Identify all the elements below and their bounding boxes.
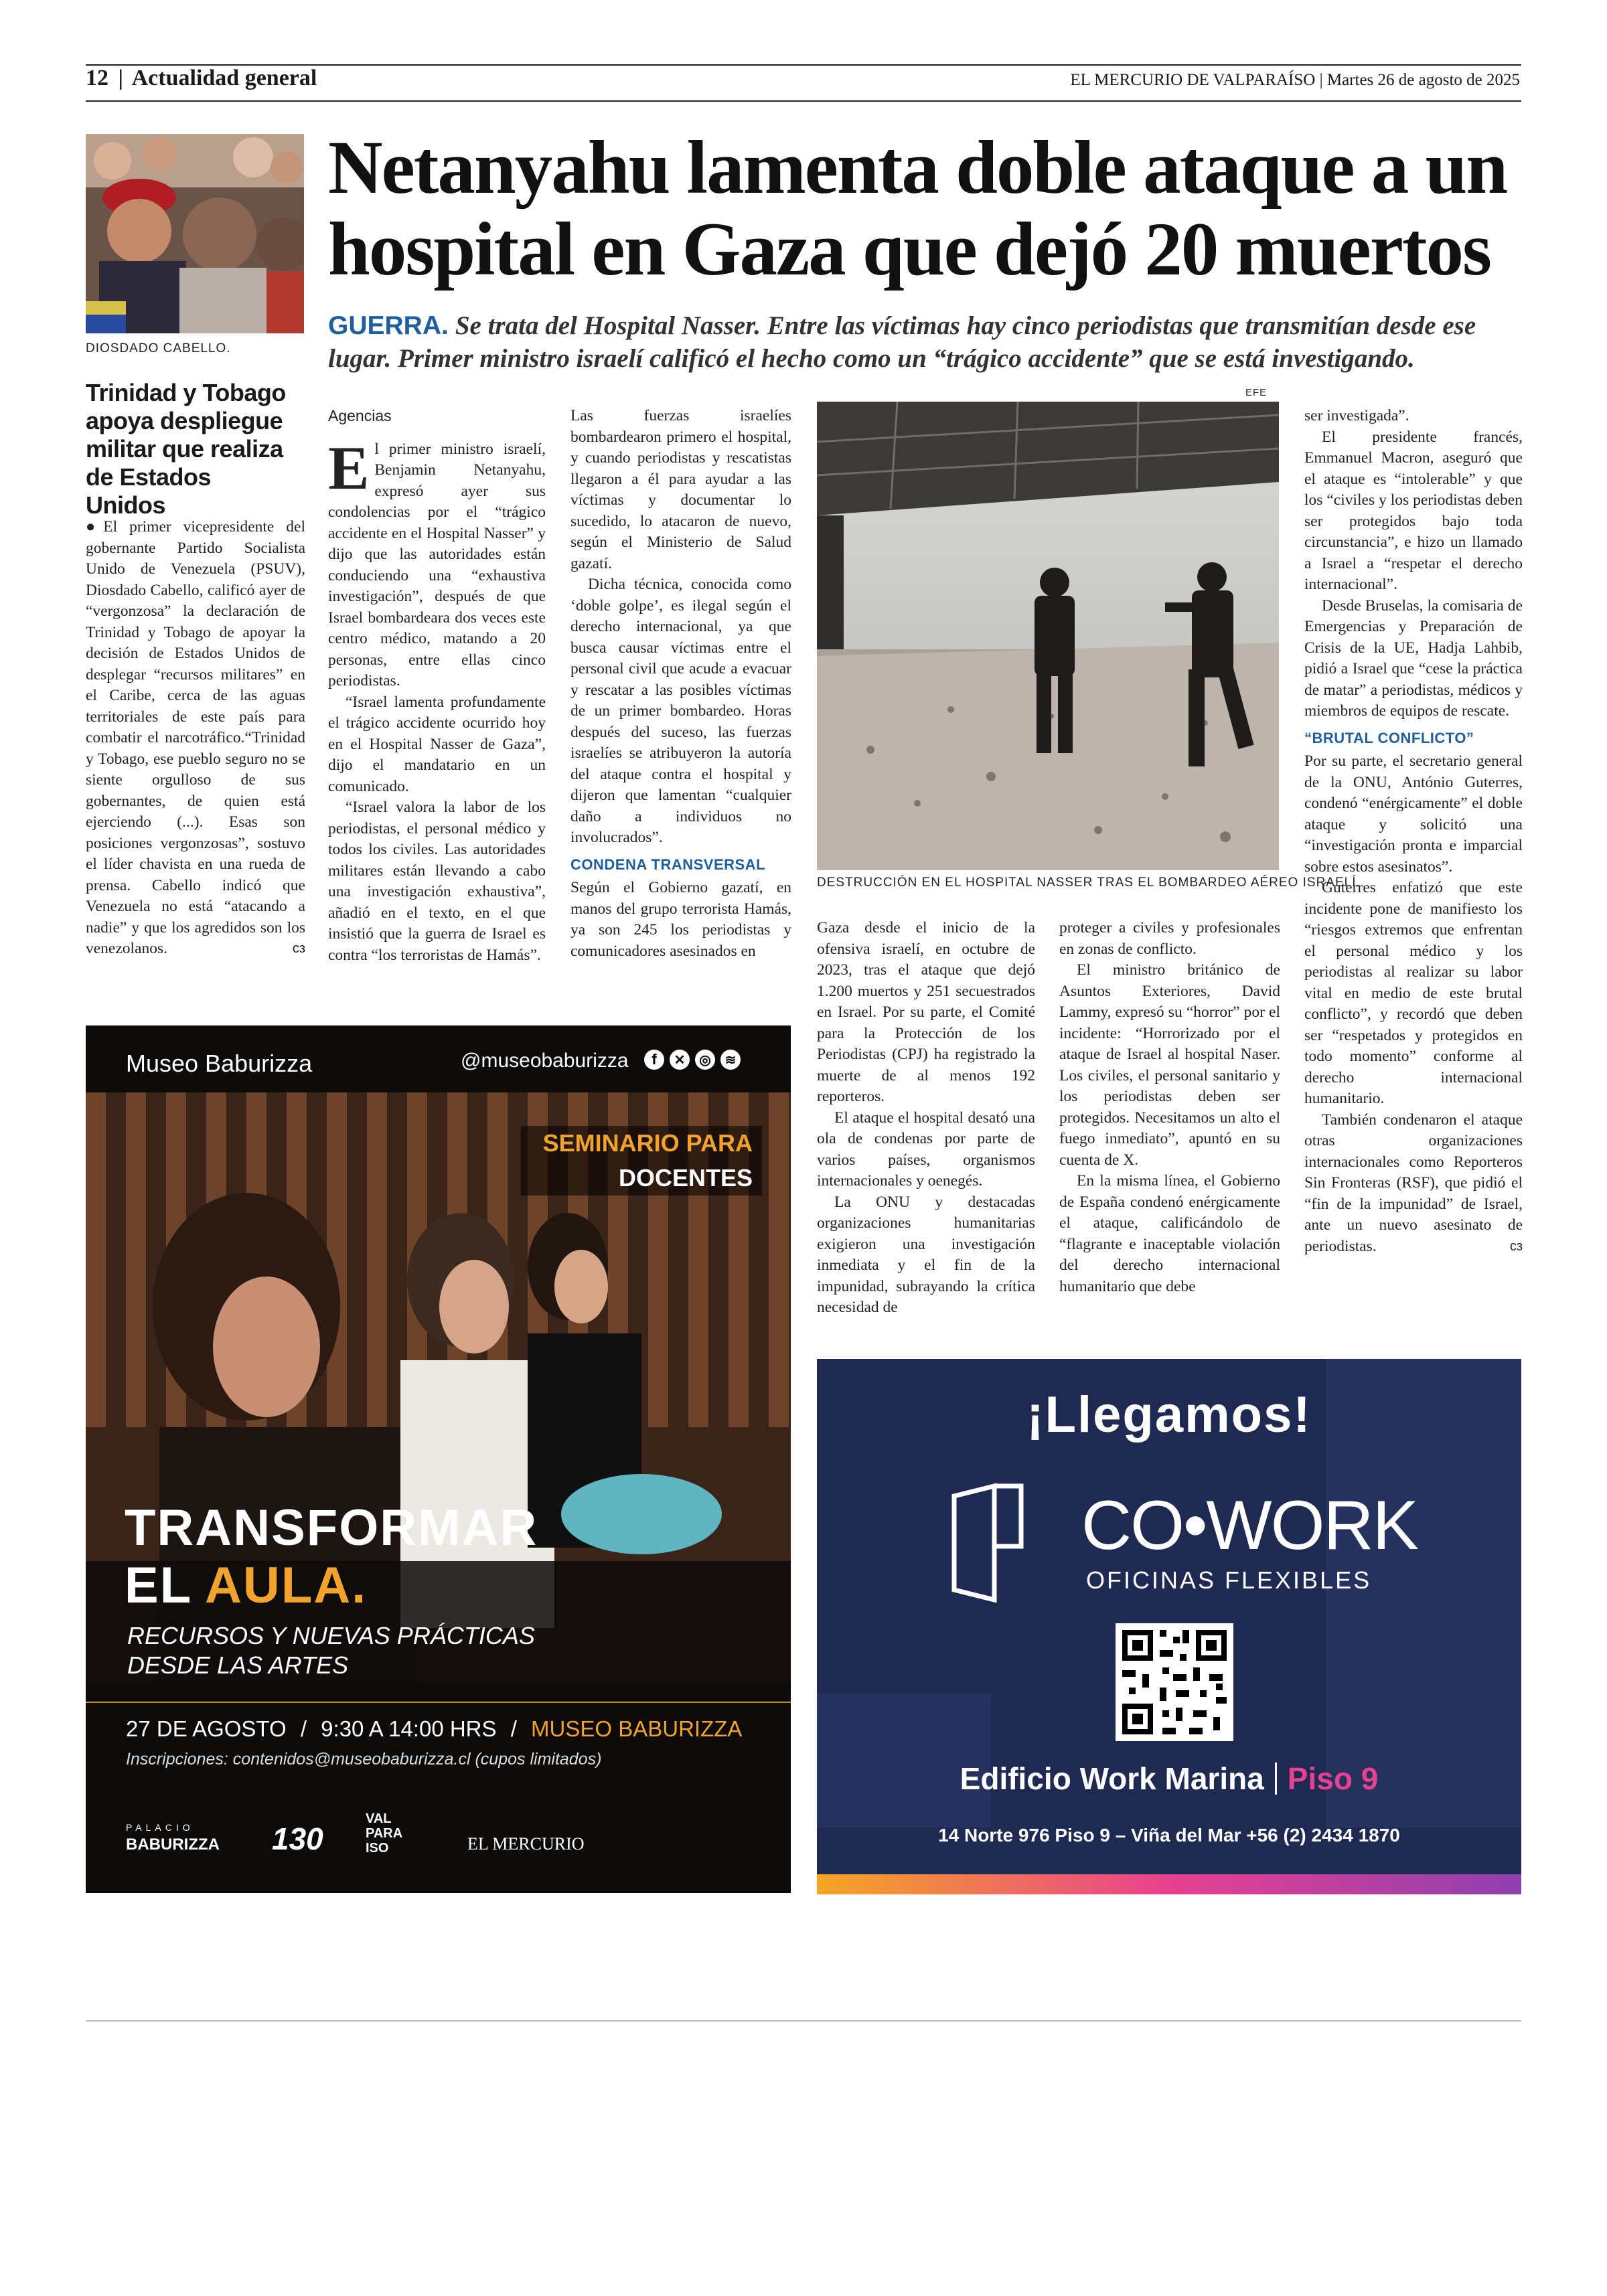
col1-lead: l primer ministro israelí, Benjamin Netanyahu, expresó ayer sus condolencias por el “trágico accidente en el Hospital Nasser” y dijo que las autoridades están conduciendo una “exhaustiva investigación”, después de que Israel bombardeara dos veces este centro médico, matando a 20 personas, entre ellas cinco periodistas. xyxy=(328,440,546,689)
dropcap: E xyxy=(328,433,370,502)
badge-line-1: SEMINARIO PARA xyxy=(542,1129,753,1157)
subhead-condena: CONDENA TRANSVERSAL xyxy=(570,855,766,873)
logo-valparaiso: VAL PARA ISO xyxy=(366,1811,402,1856)
publication-name: EL MERCURIO DE VALPARAÍSO xyxy=(1070,71,1316,89)
museo-inscription[interactable]: Inscripciones: contenidos@museobaburizza.cl (cupos limitados) xyxy=(126,1750,602,1769)
cowork-logo-icon xyxy=(947,1483,1028,1603)
header-top-rule xyxy=(86,64,1521,66)
deck-tag: GUERRA. xyxy=(328,311,449,340)
col4-p3: En la misma línea, el Gobierno de España condenó enérgicamente el ataque, calificándolo de “flagrante e inaceptable violación del derecho internacional humanitario que debe xyxy=(1059,1172,1280,1295)
cowork-location xyxy=(817,1760,1521,1797)
col3-p1: Gaza desde el inicio de la ofensiva israelí, en octubre de 2023, tras el ataque que dejó 1.200 muertos y 251 secuestrados en Israel. Por su parte, el Comité para la Protección de los Periodistas (CPJ) ha registrado la muerte de al menos 192 reporteros. xyxy=(817,919,1035,1105)
cowork-brand: CO•WORK xyxy=(1081,1487,1418,1564)
ad-cowork[interactable] xyxy=(817,1359,1521,1894)
col4-p1: proteger a civiles y profesionales en zonas de conflicto. xyxy=(1059,919,1280,958)
header-bottom-rule xyxy=(86,100,1521,102)
hospital-photo-caption: DESTRUCCIÓN EN EL HOSPITAL NASSER TRAS EL BOMBARDEO AÉREO ISRAELÍ. xyxy=(817,876,1361,890)
building-name: Edificio Work Marina xyxy=(960,1761,1264,1796)
col3-p3: La ONU y destacadas organizaciones humanitarias exigieron una investigación inmediata y el fin de la impunidad, subrayando la crítica necesidad de xyxy=(817,1193,1035,1316)
qr-code-icon[interactable] xyxy=(1116,1623,1233,1741)
main-headline: Netanyahu lamenta doble ataque a un hospital en Gaza que dejó 20 muertos xyxy=(328,126,1507,291)
cabello-photo xyxy=(86,134,304,333)
hospital-photo xyxy=(817,402,1279,870)
museo-event-info: 27 DE AGOSTO / 9:30 A 14:00 HRS / MUSEO BABURIZZA xyxy=(126,1716,743,1741)
facebook-icon[interactable]: f xyxy=(644,1050,664,1070)
col5-p3: Desde Bruselas, la comisaria de Emergencias y Preparación de Crisis de la UE, Hadja Lahbib, pidió a Israel que “cese la práctica de matar” a periodistas, médicos y miembros de equipos de rescate. xyxy=(1304,596,1523,720)
page-header-right: EL MERCURIO DE VALPARAÍSO | Martes 26 de agosto de 2025 xyxy=(1070,71,1520,89)
museo-handle: @museobaburizza xyxy=(461,1050,629,1072)
section-name: Actualidad general xyxy=(131,66,317,90)
article-column-2 xyxy=(570,406,791,962)
col5-p1: ser investigada”. xyxy=(1304,407,1409,424)
article-column-4 xyxy=(1059,918,1280,1297)
publication-date: Martes 26 de agosto de 2025 xyxy=(1326,71,1520,89)
col5-p4: Por su parte, el secretario general de la ONU, António Guterres, condenó “enérgicamente” el doble ataque y solicitó una “investigación pronta e imparcial sobre estos asesinatos”. xyxy=(1304,752,1523,876)
col2-p3: Según el Gobierno gazatí, en manos del grupo terrorista Hamás, ya son 245 los periodistas y comunicadores asesinados en xyxy=(570,879,791,960)
logo-el-mercurio: EL MERCURIO xyxy=(467,1834,585,1854)
col5-p2: El presidente francés, Emmanuel Macron, aseguró que el ataque es “intolerable” y que los “civiles y los periodistas deben ser protegidos bajo toda circunstancia”, e hizo un llamado a Israel a “respetar el derecho internacional”. xyxy=(1304,428,1523,593)
col1-p3: “Israel valora la labor de los periodistas, el personal médico y todos los civiles. Las autoridades militares están llevando a cabo una investigación exhaustiva”, añadió en el texto, en el que insistió que la guerra de Israel es contra “los terroristas de Hamás”. xyxy=(328,799,546,964)
spotify-icon[interactable]: ≋ xyxy=(720,1050,741,1070)
logo-baburizza: BABURIZZA xyxy=(126,1835,220,1854)
page-header-left: 12 | Actualidad general xyxy=(86,66,317,90)
side-article-text: El primer vicepresidente del gobernante Partido Socialista Unido de Venezuela (PSUV), Diosdado Cabello, calificó ayer de “vergonzosa” la declaración de Trinidad y Tobago de apoyar la decisión de Estados Unidos de desplegar “recursos militares” en el Caribe, cerca de las aguas territoriales de este país para combatir el narcotráfico.“Trinidad y Tobago, ese pueblo seguro no se siente orgulloso de sus gobernantes, de quien está ejerciendo (...). Esas son posiciones vergonzosas”, sostuvo el líder chavista en una rueda de prensa. Cabello indicó que Venezuela no está “atacando a nadie” y que los agredidos son los venezolanos. xyxy=(86,518,305,957)
main-deck xyxy=(328,309,1527,375)
col3-p2: El ataque el hospital desató una ola de condenas por parte de varios países, organismos internacionales y oenegés. xyxy=(817,1109,1035,1190)
cowork-headline: ¡Llegamos! xyxy=(1026,1386,1312,1443)
side-article-body: ●El primer vicepresidente del gobernante Partido Socialista Unido de Venezuela (PSUV), Diosdado Cabello, calificó ayer de “vergonzosa” la declaración de Trinidad y Tobago de apoyar la decisión de Estados Unidos de desplegar “recursos militares” en el Caribe, cerca de las aguas territoriales de este país para combatir el narcotráfico.“Trinidad y Tobago, ese pueblo seguro no se siente orgulloso de sus gobernantes, de quien está ejerciendo (...). Esas son posiciones vergonzosas”, sostuvo el líder chavista en una rueda de prensa. Cabello indicó que Venezuela no está “atacando a nadie” y que los agredidos son los venezolanos. cз xyxy=(86,517,305,960)
page-bottom-rule xyxy=(86,2020,1521,2022)
col4-p2: El ministro británico de Asuntos Exteriores, David Lammy, expresó su “horror” por el incidente: “Horrorizado por el ataque de Israel al hospital Naser. Los civiles, el personal sanitario y los periodistas deben ser protegidos. Necesitamos un alto el fuego inmediato”, apuntó en su cuenta de X. xyxy=(1059,961,1280,1169)
side-end-mark: cз xyxy=(292,941,305,956)
instagram-icon[interactable]: ◎ xyxy=(695,1050,715,1070)
page-number: 12 xyxy=(86,66,108,90)
badge-line-2: DOCENTES xyxy=(618,1164,753,1192)
museo-divider xyxy=(86,1702,791,1703)
museo-headline: TRANSFORMAR EL AULA. xyxy=(125,1499,538,1614)
col1-p2: “Israel lamenta profundamente el trágico accidente ocurrido hoy en el Hospital Nasser de Gaza”, dijo el mandatario en un comunicado. xyxy=(328,693,546,795)
cowork-tagline: OFICINAS FLEXIBLES xyxy=(1086,1566,1372,1594)
seminar-badge xyxy=(521,1126,762,1196)
article-column-5 xyxy=(1304,406,1523,1257)
ad-museo-baburizza[interactable] xyxy=(86,1026,791,1893)
col2-p2: Dicha técnica, conocida como ‘doble golpe’, es ilegal según el derecho internacional, ya que busca causar víctimas entre el personal civil que acude a evacuar y rescatar a las posibles víctimas de un primer bombardeo. Horas después del suceso, las fuerzas israelíes se atribuyeron la autoría del ataque contra el hospital y dijeron que lamentan “cualquier daño a individuos no involucrados”. xyxy=(570,576,791,846)
side-article-title: Trinidad y Tobago apoya despliegue militar que realiza de Estados Unidos xyxy=(86,379,286,519)
photo-credit: EFE xyxy=(1245,387,1268,398)
subhead-brutal: “BRUTAL CONFLICTO” xyxy=(1304,729,1474,746)
logo-130: 130 xyxy=(272,1821,323,1856)
main-end-mark: cз xyxy=(1509,1238,1523,1254)
col5-p6: También condenaron el ataque otras organizaciones internacionales como Reporteros Sin Fronteras (RSF), que pidió el “fin de la impunidad” de Israel, ante un nuevo asesinato de periodistas. xyxy=(1304,1111,1523,1255)
byline: Agencias xyxy=(328,407,392,424)
article-column-1 xyxy=(328,406,546,966)
deck-text: Se trata del Hospital Nasser. Entre las víctimas hay cinco periodistas que transmitían desde ese lugar. Primer ministro israelí calificó el hecho como un “trágico accidente” que se está investigando. xyxy=(328,311,1476,373)
cowork-address[interactable]: 14 Norte 976 Piso 9 – Viña del Mar +56 (2) 2434 1870 xyxy=(938,1825,1400,1846)
social-icons xyxy=(644,1050,741,1070)
col5-p5: Guterres enfatizó que este incidente pone de manifiesto los “riesgos extremos que enfrentan el personal médico y los periodistas al realizar su labor vital en medio de este brutal conflicto”, y recordó que deben ser “respetados y protegidos en todo momento” conforme al derecho internacional humanitario. xyxy=(1304,879,1523,1107)
x-icon[interactable]: ✕ xyxy=(670,1050,690,1070)
floor-number: Piso 9 xyxy=(1287,1761,1379,1796)
col2-p1: Las fuerzas israelíes bombardearon primero el hospital, y cuando periodistas y rescatistas llegaron a él para ayudar a las víctimas y documentar lo sucedido, lo atacaron de nuevo, según el Ministerio de Salud gazatí. xyxy=(570,407,791,572)
cabello-photo-caption: DIOSDADO CABELLO. xyxy=(86,341,231,355)
museo-brand: Museo Baburizza xyxy=(126,1050,313,1077)
logo-palacio: PALACIO xyxy=(126,1822,194,1833)
museo-subtitle: RECURSOS Y NUEVAS PRÁCTICAS DESDE LAS ARTES xyxy=(127,1622,535,1679)
article-column-3 xyxy=(817,918,1035,1319)
